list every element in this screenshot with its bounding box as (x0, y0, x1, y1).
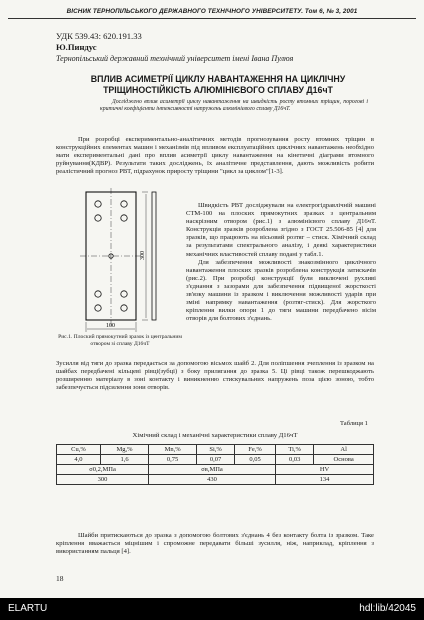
paragraph-4: Шайби притискаються до зразка з допомогою болтових з'єднань 4 без контакту болта із зразком. Таке кріплення вважається міцнішим і спроможне передавати більші зусилля, ніж, наприклад, кріплення з використанням пальця [4]. (56, 532, 374, 556)
udc-code: УДК 539.43: 620.191.33 (56, 31, 142, 41)
table-cell: 430 (149, 475, 276, 485)
table-header-cell: Fe,% (235, 445, 276, 455)
table-header-cell: Al (314, 445, 374, 455)
table-cell: 300 (57, 475, 149, 485)
right-paragraph-1: Швидкість РВТ досліджували на електрогідравлічній машині СТМ-100 на плоских прямокутних зразках з центральним наскрізним отвором (рис.1) з алюмінієвого сплаву Д16чТ. Конструкція зразків розроблена згідно з ГОСТ 25.506-85 [4] для зразків, що працюють на вісьовий розтяг – стиск. Хімічний склад за результатами спектрального аналізу, і деякі характеристики механічних властивостей сплаву подані у табл.1. (186, 202, 376, 258)
table-cell: 0,07 (197, 455, 235, 465)
page-number: 18 (56, 574, 64, 583)
paragraph-3: Зусилля від тяги до зразка передається за допомогою вісьмох шайб 2. Для поліпшення зчеплення із зразком на шайбах передбачені кільцеві рівці(зубці) з боку прилягання до зразка 5. Ці рівці також перешкоджають розширенню матеріалу в зоні контакту і виникненню стискувальних напружень поза цією зоною, тобто забезпечується підсилення зони отворів. (56, 360, 374, 392)
table-header-cell: Mg,% (100, 445, 148, 455)
table-cell: 134 (276, 475, 374, 485)
right-column-text (186, 202, 376, 323)
journal-header: ВІСНИК ТЕРНОПІЛЬСЬКОГО ДЕРЖАВНОГО ТЕХНІЧНОГО УНІВЕРСИТЕТУ. Том 6, № 3, 2001 (8, 8, 416, 19)
length-label: 300 (140, 251, 146, 260)
author-name: Ю.Пиндус (56, 41, 97, 52)
table-header-cell: HV (276, 465, 374, 475)
table-header-cell: Cu,% (57, 445, 101, 455)
table-cell: 4,0 (57, 455, 101, 465)
table-title: Хімічний склад і механічні характеристики сплаву Д16чТ (132, 432, 298, 439)
table-cell: 1,6 (100, 455, 148, 465)
composition-table (56, 444, 374, 485)
figure-caption: Рис.1. Плоский прямокутний зразок із центральним отвором зі сплаву Д16чТ (58, 334, 182, 347)
table-header-cell: σ0,2,МПа (57, 465, 149, 475)
title-line-1: ВПЛИВ АСИМЕТРІЇ ЦИКЛУ НАВАНТАЖЕННЯ НА ЦИКЛІЧНУ (90, 74, 346, 84)
width-label: 100 (106, 323, 115, 329)
table-row (57, 455, 374, 465)
abstract: Досліджено вплив асиметрії циклу навантаження на швидкість росту втомних тріщин, порогові і критичні коефіцієнти інтенсивності напружень алюмінієвого сплаву Д16чТ. (100, 99, 368, 112)
table-header-cell: σв,МПа (149, 465, 276, 475)
article-title (56, 74, 380, 96)
affiliation: Тернопільський державний технічний університет імені Івана Пулюя (56, 54, 294, 63)
table-cell: 0,05 (235, 455, 276, 465)
specimen-figure (56, 186, 180, 356)
table-row (57, 445, 374, 455)
table-cell: 0,03 (276, 455, 314, 465)
title-line-2: ТРІЩИНОСТІЙКІСТЬ АЛЮМІНІЄВОГО СПЛАВУ Д16чТ (103, 85, 333, 95)
table-header-cell: Si,% (197, 445, 235, 455)
repository-name: ELARTU (8, 603, 48, 614)
article-meta (56, 31, 142, 52)
handle-link[interactable]: hdl:lib/42045 (359, 603, 416, 614)
table-header-cell: Ti,% (276, 445, 314, 455)
table-header-cell: Mn,% (149, 445, 197, 455)
specimen-drawing (56, 186, 180, 336)
table-cell: Основа (314, 455, 374, 465)
table-row (57, 475, 374, 485)
table-number: Таблиця 1 (340, 420, 368, 427)
repository-footer (0, 598, 424, 620)
table-cell: 0,75 (149, 455, 197, 465)
table-row (57, 465, 374, 475)
right-paragraph-2: Для забезпечення можливості знакозмінного циклічного навантаження плоских зразків розроблена конструкція затискачів (рис.2). При розробці конструкції були виключені рухливі з'єднання з зазорами для забезпечення підвищеної жорсткості зв'язку машини із зразком і виключення можливості ударів при зміні напрямку навантаження (розтяг-стиск). Для жорсткого кріплення вилки опори 1 до тяги машини передбачено вісім отворів для болтових з'єднань. (186, 258, 376, 323)
paragraph-1: При розробці експериментально-аналітичних методів прогнозування росту втомних тріщин в конструкційних елементах машин і механізмів під впливом експлуатаційних циклічних навантажень необхідно мати експериментальні дані про вплив асиметрії циклу навантаження на кінетичні діаграми втомного руйнування(КДВР). Результати таких досліджень, їх аналітичне представлення, дають можливість робити реалістичний прогноз РВТ, підрахунок приросту тріщини "цикл за циклом"[1-3]. (56, 136, 374, 176)
